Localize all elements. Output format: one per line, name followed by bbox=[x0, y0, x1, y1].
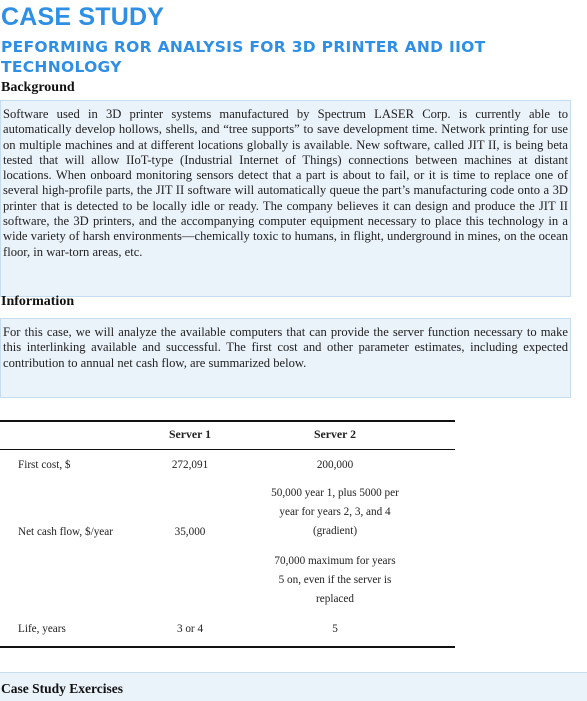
exercises-section bbox=[0, 672, 587, 701]
server-2-net-cash-flow-line-3: (gradient) bbox=[312, 525, 358, 537]
case-study-subtitle: PEFORMING ROR ANALYSIS FOR 3D PRINTER AND IIOT TECHNOLOGY bbox=[1, 38, 486, 76]
server-2-net-cash-flow-line-6: replaced bbox=[316, 593, 354, 605]
server-2-first-cost: 200,000 bbox=[316, 459, 354, 471]
server-2-net-cash-flow-line-2: year for years 2, 3, and 4 bbox=[279, 506, 391, 518]
row-label-life: Life, years bbox=[18, 623, 66, 635]
case-study-title: CASE STUDY bbox=[1, 3, 165, 31]
table-header-rule bbox=[0, 449, 455, 450]
server-2-net-cash-flow-line-5: 5 on, even if the server is bbox=[278, 574, 392, 586]
background-paragraph: Software used in 3D printer systems manufactured by Spectrum LASER Corp. is currently able to automatically develop hollows, shells, and “tree supports” to save development time. Network printing for use on multiple machines and at different locations globally is available. New software, called JIT II, is being beta tested that will allow IIoT-type (Industrial Internet of Things) connections between machines at distant locations. When onboard monitoring sensors detect that a part is about to fail, or it is time to replace one of several high-profile parts, the JIT II software will automatically queue the part’s manufacturing code onto a 3D printer that is detected to be locally idle or ready. The company believes it can design and produce the JIT II software, the 3D printers, and the accompanying computer equipment necessary to place this technology in a wide variety of harsh environments—chemically toxic to humans, in flight, underground in mines, on the ocean floor, in war-torn areas, etc. bbox=[0, 100, 571, 297]
information-heading: Information bbox=[1, 294, 75, 309]
table-top-rule bbox=[0, 420, 455, 422]
background-heading: Background bbox=[1, 80, 75, 95]
table-bottom-rule bbox=[0, 646, 455, 648]
server-2-life: 5 bbox=[332, 623, 338, 635]
parameter-table bbox=[0, 420, 455, 653]
row-label-net-cash-flow: Net cash flow, $/year bbox=[18, 526, 113, 538]
table-header-server-2: Server 2 bbox=[313, 427, 357, 441]
server-1-net-cash-flow: 35,000 bbox=[174, 526, 206, 538]
server-1-life: 3 or 4 bbox=[176, 623, 204, 635]
table-header-server-1: Server 1 bbox=[168, 427, 212, 441]
row-label-first-cost: First cost, $ bbox=[18, 459, 71, 471]
server-1-first-cost: 272,091 bbox=[171, 459, 209, 471]
server-2-net-cash-flow-line-1: 50,000 year 1, plus 5000 per bbox=[271, 487, 399, 499]
information-paragraph: For this case, we will analyze the available computers that can provide the server function necessary to make this interlinking available and successful. The first cost and other parameter estimates, including expected contribution to annual net cash flow, are summarized below. bbox=[0, 318, 571, 398]
exercises-heading: Case Study Exercises bbox=[1, 681, 124, 696]
server-2-net-cash-flow-line-4: 70,000 maximum for years bbox=[274, 555, 396, 567]
